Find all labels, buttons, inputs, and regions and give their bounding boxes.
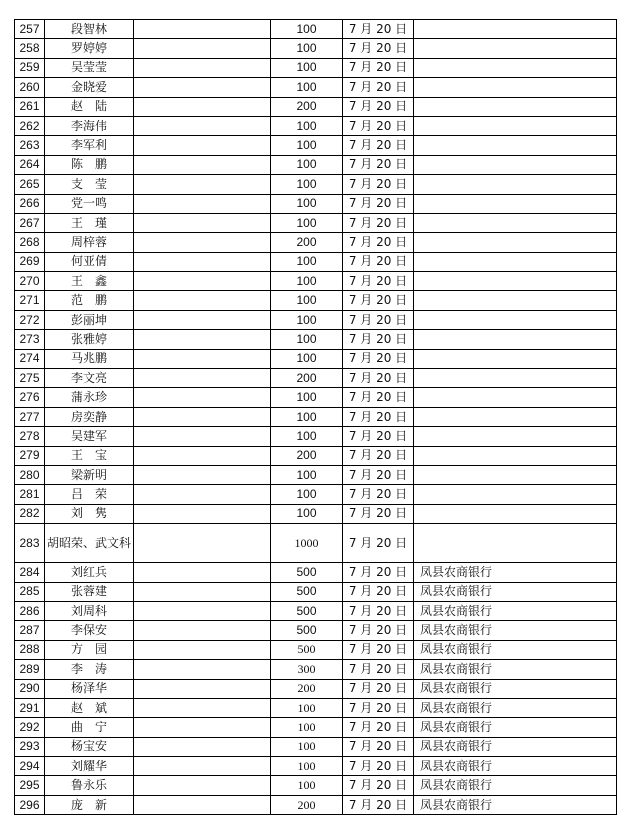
table-row [15,97,617,116]
row-number-cell: 294 [15,757,45,776]
table-row [15,58,617,77]
amount-cell: 100 [271,504,343,523]
name-cell: 胡昭荣、武文科 [45,524,134,563]
table-row [15,388,617,407]
blank-cell [134,757,271,776]
blank-cell [134,679,271,698]
row-number-cell: 264 [15,155,45,174]
name-cell: 梁新明 [45,465,134,484]
row-number-cell: 258 [15,39,45,58]
amount-cell: 100 [271,78,343,97]
blank-cell [134,485,271,504]
amount-cell: 200 [271,97,343,116]
bank-cell [414,20,617,39]
row-number-cell: 292 [15,718,45,737]
blank-cell [134,737,271,756]
name-cell: 鲁永乐 [45,776,134,795]
row-number-cell: 275 [15,369,45,388]
date-cell: 7 月 20 日 [343,427,414,446]
row-number-cell: 272 [15,310,45,329]
row-number-cell: 295 [15,776,45,795]
amount-cell: 200 [271,795,343,814]
table-row [15,427,617,446]
blank-cell [134,272,271,291]
name-cell: 李海伟 [45,116,134,135]
name-cell: 吴建军 [45,427,134,446]
amount-cell: 100 [271,252,343,271]
blank-cell [134,194,271,213]
name-cell: 张雅婷 [45,330,134,349]
row-number-cell: 268 [15,233,45,252]
date-cell: 7 月 20 日 [343,194,414,213]
date-cell: 7 月 20 日 [343,698,414,717]
bank-cell [414,291,617,310]
date-cell: 7 月 20 日 [343,601,414,620]
row-number-cell: 285 [15,582,45,601]
row-number-cell: 277 [15,407,45,426]
row-number-cell: 289 [15,660,45,679]
table-row [15,407,617,426]
date-cell: 7 月 20 日 [343,465,414,484]
bank-cell [414,194,617,213]
amount-cell: 200 [271,233,343,252]
blank-cell [134,291,271,310]
blank-cell [134,795,271,814]
table-row [15,272,617,291]
row-number-cell: 287 [15,621,45,640]
row-number-cell: 290 [15,679,45,698]
blank-cell [134,465,271,484]
table-row [15,291,617,310]
bank-cell [414,78,617,97]
table-row [15,640,617,659]
name-cell: 吕 荣 [45,485,134,504]
name-cell: 庞 新 [45,795,134,814]
table-row [15,349,617,368]
amount-cell: 200 [271,369,343,388]
bank-cell [414,252,617,271]
name-cell: 范 鹏 [45,291,134,310]
blank-cell [134,660,271,679]
date-cell: 7 月 20 日 [343,330,414,349]
name-cell: 王 鑫 [45,272,134,291]
blank-cell [134,213,271,232]
row-number-cell: 257 [15,20,45,39]
blank-cell [134,175,271,194]
date-cell: 7 月 20 日 [343,233,414,252]
date-cell: 7 月 20 日 [343,660,414,679]
table-row [15,330,617,349]
name-cell: 罗婷婷 [45,39,134,58]
date-cell: 7 月 20 日 [343,640,414,659]
bank-cell [414,504,617,523]
amount-cell: 200 [271,679,343,698]
date-cell: 7 月 20 日 [343,776,414,795]
name-cell: 赵 斌 [45,698,134,717]
amount-cell: 100 [271,272,343,291]
name-cell: 方 园 [45,640,134,659]
date-cell: 7 月 20 日 [343,39,414,58]
bank-cell: 凤县农商银行 [414,660,617,679]
amount-cell: 500 [271,621,343,640]
date-cell: 7 月 20 日 [343,175,414,194]
row-number-cell: 263 [15,136,45,155]
amount-cell: 100 [271,58,343,77]
amount-cell: 500 [271,601,343,620]
name-cell: 李文亮 [45,369,134,388]
amount-cell: 100 [271,388,343,407]
date-cell: 7 月 20 日 [343,795,414,814]
row-number-cell: 271 [15,291,45,310]
row-number-cell: 288 [15,640,45,659]
date-cell: 7 月 20 日 [343,116,414,135]
bank-cell [414,136,617,155]
table-row [15,116,617,135]
blank-cell [134,446,271,465]
row-number-cell: 283 [15,524,45,563]
date-cell: 7 月 20 日 [343,58,414,77]
table-row [15,660,617,679]
name-cell: 刘周科 [45,601,134,620]
date-cell: 7 月 20 日 [343,97,414,116]
name-cell: 李军利 [45,136,134,155]
name-cell: 刘红兵 [45,563,134,582]
bank-cell [414,175,617,194]
name-cell: 刘耀华 [45,757,134,776]
date-cell: 7 月 20 日 [343,621,414,640]
amount-cell: 100 [271,465,343,484]
blank-cell [134,388,271,407]
name-cell: 王 宝 [45,446,134,465]
amount-cell: 100 [271,194,343,213]
name-cell: 杨宝安 [45,737,134,756]
row-number-cell: 296 [15,795,45,814]
bank-cell: 凤县农商银行 [414,679,617,698]
row-number-cell: 291 [15,698,45,717]
bank-cell: 凤县农商银行 [414,776,617,795]
blank-cell [134,369,271,388]
name-cell: 王 瑾 [45,213,134,232]
bank-cell [414,97,617,116]
name-cell: 房奕静 [45,407,134,426]
date-cell: 7 月 20 日 [343,272,414,291]
table-row [15,757,617,776]
blank-cell [134,39,271,58]
table-row [15,795,617,814]
date-cell: 7 月 20 日 [343,757,414,776]
bank-cell: 凤县农商银行 [414,698,617,717]
blank-cell [134,504,271,523]
table-row [15,679,617,698]
blank-cell [134,155,271,174]
amount-cell: 100 [271,485,343,504]
table-row [15,563,617,582]
table-row [15,155,617,174]
date-cell: 7 月 20 日 [343,213,414,232]
name-cell: 赵 陆 [45,97,134,116]
row-number-cell: 270 [15,272,45,291]
blank-cell [134,582,271,601]
bank-cell [414,369,617,388]
bank-cell [414,233,617,252]
name-cell: 党一鸣 [45,194,134,213]
bank-cell [414,465,617,484]
bank-cell [414,58,617,77]
table-row [15,698,617,717]
bank-cell [414,524,617,563]
blank-cell [134,116,271,135]
date-cell: 7 月 20 日 [343,485,414,504]
name-cell: 李 涛 [45,660,134,679]
amount-cell: 100 [271,116,343,135]
date-cell: 7 月 20 日 [343,78,414,97]
bank-cell [414,39,617,58]
bank-cell [414,272,617,291]
blank-cell [134,310,271,329]
blank-cell [134,349,271,368]
row-number-cell: 284 [15,563,45,582]
row-number-cell: 273 [15,330,45,349]
bank-cell [414,330,617,349]
bank-cell [414,485,617,504]
date-cell: 7 月 20 日 [343,446,414,465]
blank-cell [134,233,271,252]
table-row [15,718,617,737]
name-cell: 金晓爱 [45,78,134,97]
date-cell: 7 月 20 日 [343,407,414,426]
row-number-cell: 274 [15,349,45,368]
bank-cell [414,213,617,232]
table-body [15,20,617,815]
row-number-cell: 293 [15,737,45,756]
amount-cell: 100 [271,175,343,194]
table-row [15,369,617,388]
amount-cell: 100 [271,39,343,58]
row-number-cell: 286 [15,601,45,620]
row-number-cell: 267 [15,213,45,232]
table-row [15,310,617,329]
bank-cell [414,407,617,426]
name-cell: 支 莹 [45,175,134,194]
date-cell: 7 月 20 日 [343,291,414,310]
row-number-cell: 280 [15,465,45,484]
table-row [15,504,617,523]
row-number-cell: 278 [15,427,45,446]
bank-cell: 凤县农商银行 [414,563,617,582]
table-row [15,446,617,465]
amount-cell: 100 [271,757,343,776]
row-number-cell: 281 [15,485,45,504]
name-cell: 刘 隽 [45,504,134,523]
date-cell: 7 月 20 日 [343,582,414,601]
bank-cell [414,427,617,446]
donation-table [14,19,617,815]
blank-cell [134,718,271,737]
amount-cell: 100 [271,737,343,756]
table-row [15,175,617,194]
date-cell: 7 月 20 日 [343,369,414,388]
blank-cell [134,601,271,620]
name-cell: 马兆鹏 [45,349,134,368]
bank-cell: 凤县农商银行 [414,737,617,756]
blank-cell [134,407,271,426]
name-cell: 何亚倩 [45,252,134,271]
amount-cell: 100 [271,20,343,39]
name-cell: 李保安 [45,621,134,640]
blank-cell [134,427,271,446]
name-cell: 张蓉建 [45,582,134,601]
amount-cell: 100 [271,698,343,717]
date-cell: 7 月 20 日 [343,524,414,563]
name-cell: 蒲永珍 [45,388,134,407]
amount-cell: 100 [271,776,343,795]
date-cell: 7 月 20 日 [343,349,414,368]
date-cell: 7 月 20 日 [343,252,414,271]
bank-cell [414,388,617,407]
blank-cell [134,136,271,155]
row-number-cell: 279 [15,446,45,465]
amount-cell: 100 [271,427,343,446]
row-number-cell: 265 [15,175,45,194]
bank-cell: 凤县农商银行 [414,718,617,737]
date-cell: 7 月 20 日 [343,563,414,582]
row-number-cell: 260 [15,78,45,97]
blank-cell [134,640,271,659]
blank-cell [134,78,271,97]
row-number-cell: 282 [15,504,45,523]
amount-cell: 100 [271,291,343,310]
table-row [15,78,617,97]
bank-cell [414,310,617,329]
blank-cell [134,524,271,563]
amount-cell: 300 [271,660,343,679]
amount-cell: 100 [271,213,343,232]
amount-cell: 100 [271,155,343,174]
name-cell: 周梓蓉 [45,233,134,252]
date-cell: 7 月 20 日 [343,737,414,756]
table-row [15,233,617,252]
table-row [15,582,617,601]
amount-cell: 100 [271,349,343,368]
blank-cell [134,776,271,795]
blank-cell [134,97,271,116]
amount-cell: 500 [271,582,343,601]
blank-cell [134,58,271,77]
table-row [15,20,617,39]
amount-cell: 100 [271,718,343,737]
date-cell: 7 月 20 日 [343,155,414,174]
name-cell: 杨泽华 [45,679,134,698]
name-cell: 曲 宁 [45,718,134,737]
blank-cell [134,252,271,271]
bank-cell: 凤县农商银行 [414,757,617,776]
amount-cell: 100 [271,136,343,155]
amount-cell: 100 [271,330,343,349]
table-row [15,252,617,271]
table-row [15,776,617,795]
bank-cell [414,446,617,465]
date-cell: 7 月 20 日 [343,136,414,155]
row-number-cell: 261 [15,97,45,116]
date-cell: 7 月 20 日 [343,679,414,698]
blank-cell [134,330,271,349]
table-row [15,621,617,640]
name-cell: 吴莹莹 [45,58,134,77]
amount-cell: 1000 [271,524,343,563]
bank-cell: 凤县农商银行 [414,640,617,659]
date-cell: 7 月 20 日 [343,310,414,329]
amount-cell: 500 [271,640,343,659]
blank-cell [134,20,271,39]
name-cell: 段智林 [45,20,134,39]
date-cell: 7 月 20 日 [343,20,414,39]
table-row [15,524,617,563]
row-number-cell: 269 [15,252,45,271]
table-row [15,485,617,504]
table-row [15,136,617,155]
bank-cell [414,349,617,368]
bank-cell: 凤县农商银行 [414,582,617,601]
row-number-cell: 276 [15,388,45,407]
bank-cell [414,155,617,174]
blank-cell [134,621,271,640]
amount-cell: 200 [271,446,343,465]
table-row [15,39,617,58]
amount-cell: 100 [271,310,343,329]
date-cell: 7 月 20 日 [343,504,414,523]
table-row [15,601,617,620]
bank-cell: 凤县农商银行 [414,621,617,640]
table-row [15,213,617,232]
bank-cell [414,116,617,135]
bank-cell: 凤县农商银行 [414,601,617,620]
row-number-cell: 266 [15,194,45,213]
blank-cell [134,698,271,717]
date-cell: 7 月 20 日 [343,388,414,407]
name-cell: 彭丽坤 [45,310,134,329]
bank-cell: 凤县农商银行 [414,795,617,814]
amount-cell: 100 [271,407,343,426]
table-row [15,465,617,484]
amount-cell: 500 [271,563,343,582]
row-number-cell: 262 [15,116,45,135]
date-cell: 7 月 20 日 [343,718,414,737]
name-cell: 陈 鹏 [45,155,134,174]
row-number-cell: 259 [15,58,45,77]
table-row [15,737,617,756]
table-row [15,194,617,213]
blank-cell [134,563,271,582]
